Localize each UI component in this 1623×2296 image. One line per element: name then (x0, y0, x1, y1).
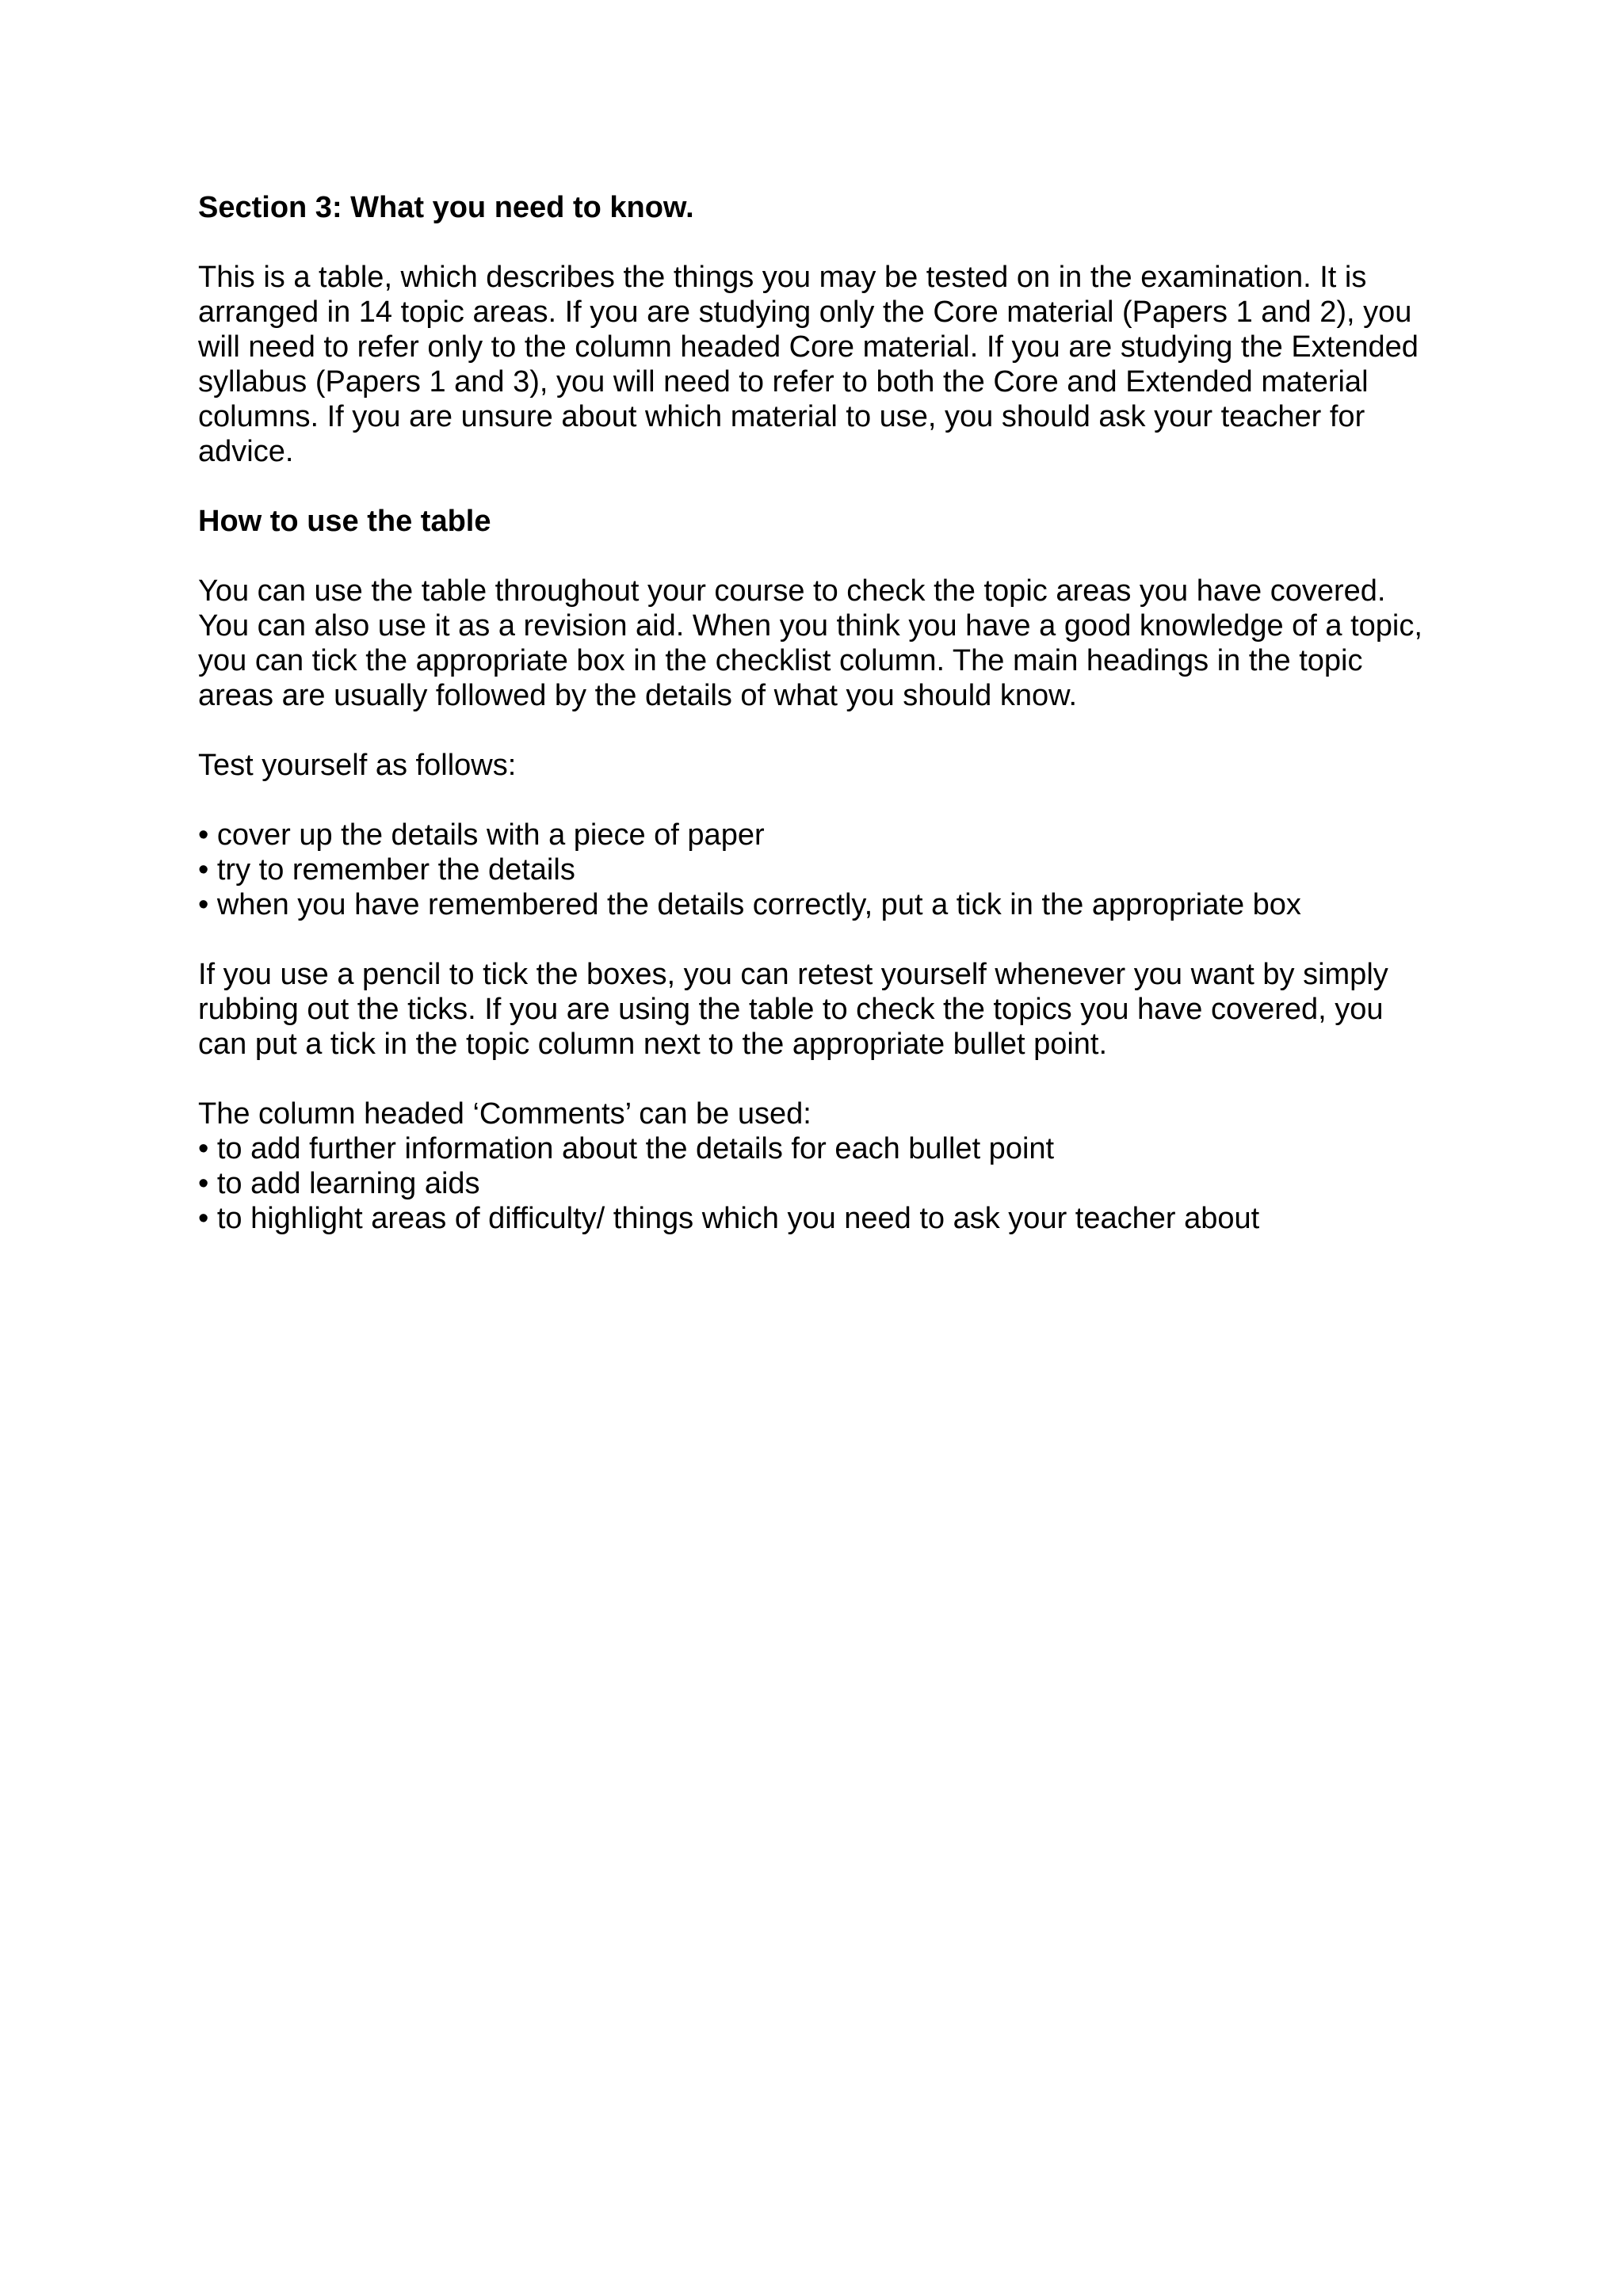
spacer (198, 713, 1450, 748)
intro-line: This is a table, which describes the things you may be tested on in the examination. It is (198, 261, 1367, 294)
list-item: • cover up the details with a piece of paper (198, 818, 765, 852)
spacer (198, 225, 1450, 260)
usage-line: you can tick the appropriate box in the checklist column. The main headings in the topic (198, 644, 1363, 677)
spacer (198, 783, 1450, 818)
section-title: Section 3: What you need to know. (198, 191, 694, 224)
usage-line: You can use the table throughout your course to check the topic areas you have covered. (198, 574, 1386, 608)
comments-intro: The column headed ‘Comments’ can be used: (198, 1097, 812, 1131)
list-item: • when you have remembered the details correctly, put a tick in the appropriate box (198, 888, 1301, 921)
pencil-paragraph (198, 957, 1450, 1062)
intro-line: columns. If you are unsure about which material to use, you should ask your teacher for (198, 400, 1365, 433)
pencil-line: can put a tick in the topic column next to the appropriate bullet point. (198, 1028, 1108, 1061)
document-page (198, 190, 1450, 1236)
spacer (198, 539, 1450, 574)
list-item: • to add learning aids (198, 1167, 480, 1200)
intro-paragraph (198, 260, 1450, 469)
test-bullet-list (198, 818, 1450, 922)
list-item: • to add further information about the details for each bullet point (198, 1132, 1055, 1165)
usage-paragraph (198, 574, 1450, 713)
pencil-line: If you use a pencil to tick the boxes, you can retest yourself whenever you want by simply (198, 958, 1388, 991)
spacer (198, 469, 1450, 504)
list-item: • try to remember the details (198, 853, 575, 887)
how-to-heading: How to use the table (198, 505, 491, 538)
list-item: • to highlight areas of difficulty/ things which you need to ask your teacher about (198, 1202, 1260, 1235)
comments-bullet-list (198, 1131, 1450, 1236)
test-intro: Test yourself as follows: (198, 749, 517, 782)
intro-line: arranged in 14 topic areas. If you are studying only the Core material (Papers 1 and 2), you (198, 296, 1412, 329)
usage-line: You can also use it as a revision aid. When you think you have a good knowledge of a topic, (198, 609, 1423, 643)
intro-line: advice. (198, 435, 294, 468)
intro-line: will need to refer only to the column headed Core material. If you are studying the Extended (198, 330, 1419, 364)
spacer (198, 1062, 1450, 1097)
intro-line: syllabus (Papers 1 and 3), you will need to refer to both the Core and Extended material (198, 365, 1369, 399)
spacer (198, 922, 1450, 957)
usage-line: areas are usually followed by the details of what you should know. (198, 679, 1077, 712)
pencil-line: rubbing out the ticks. If you are using the table to check the topics you have covered, you (198, 993, 1384, 1026)
